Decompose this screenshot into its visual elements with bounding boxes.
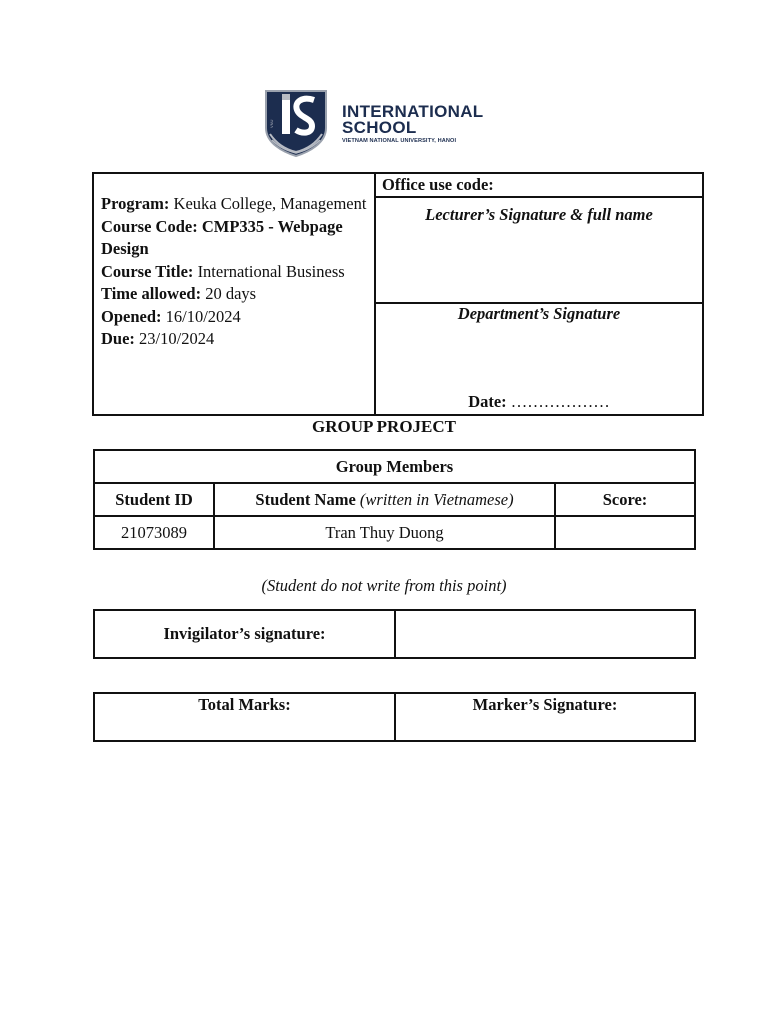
course-code-row bbox=[101, 216, 368, 261]
invigilator-signature-label: Invigilator’s signature: bbox=[95, 611, 396, 657]
due-label: Due: bbox=[101, 329, 135, 348]
group-project-title: GROUP PROJECT bbox=[311, 417, 457, 436]
program-row bbox=[101, 193, 368, 216]
course-details bbox=[94, 174, 376, 414]
department-signature-box[interactable] bbox=[376, 304, 702, 414]
student-name-cell: Tran Thuy Duong bbox=[214, 516, 555, 549]
table-row bbox=[94, 516, 695, 549]
course-title-row bbox=[101, 261, 368, 284]
total-marks-field[interactable] bbox=[95, 694, 396, 740]
logo-line-university: VIETNAM NATIONAL UNIVERSITY, HANOI bbox=[342, 138, 457, 144]
student-name-header-note: (written in Vietnamese) bbox=[355, 489, 514, 509]
opened-label: Opened: bbox=[101, 306, 162, 326]
program-value: Keuka College, Management bbox=[169, 194, 367, 213]
office-use-code: Office use code: bbox=[376, 174, 702, 198]
student-id-header: Student ID bbox=[94, 483, 214, 516]
score-cell[interactable] bbox=[555, 516, 695, 549]
student-name-header-label: Student Name bbox=[255, 489, 356, 509]
student-id-cell: 21073089 bbox=[94, 516, 214, 549]
department-signature-label: Department’s Signature bbox=[457, 304, 621, 323]
opened-value: 16/10/2024 bbox=[161, 306, 241, 326]
instruction-note: (Student do not write from this point) bbox=[261, 576, 507, 595]
course-title-label: Course Title: bbox=[101, 261, 194, 281]
date-label: Date: bbox=[468, 392, 507, 411]
lecturer-signature-label: Lecturer’s Signature & full name bbox=[425, 205, 653, 224]
date-value: ……………… bbox=[506, 392, 610, 411]
student-name-header bbox=[214, 483, 555, 516]
course-code-label: Course Code: bbox=[101, 216, 198, 236]
time-allowed-value: 20 days bbox=[201, 284, 257, 303]
program-label: Program: bbox=[101, 194, 170, 213]
due-value: 23/10/2024 bbox=[134, 329, 215, 348]
group-members-table bbox=[93, 449, 696, 550]
invigilator-signature-field[interactable] bbox=[396, 611, 694, 657]
time-allowed-label: Time allowed: bbox=[101, 284, 202, 303]
due-row bbox=[101, 328, 368, 351]
score-header: Score: bbox=[555, 483, 695, 516]
course-code-value: CMP335 - Webpage Design bbox=[101, 216, 343, 258]
group-members-header: Group Members bbox=[94, 450, 695, 483]
marks-table bbox=[93, 692, 696, 742]
logo-wordmark bbox=[342, 104, 483, 144]
marker-signature-label: Marker’s Signature: bbox=[472, 695, 618, 714]
course-info-table bbox=[92, 172, 704, 416]
logo-line-international: INTERNATIONAL bbox=[342, 102, 484, 121]
time-allowed-row bbox=[101, 283, 368, 306]
lecturer-signature-box[interactable] bbox=[376, 198, 702, 304]
logo-line-school: SCHOOL bbox=[342, 118, 417, 137]
shield-icon bbox=[264, 88, 328, 158]
course-title-value: International Business bbox=[193, 261, 345, 281]
invigilator-signature-table bbox=[93, 609, 696, 659]
total-marks-label: Total Marks: bbox=[198, 695, 291, 714]
date-field bbox=[376, 392, 702, 412]
opened-row bbox=[101, 306, 368, 329]
school-logo bbox=[264, 88, 504, 158]
marker-signature-field[interactable] bbox=[396, 694, 694, 740]
svg-text:VNU: VNU bbox=[269, 119, 274, 128]
